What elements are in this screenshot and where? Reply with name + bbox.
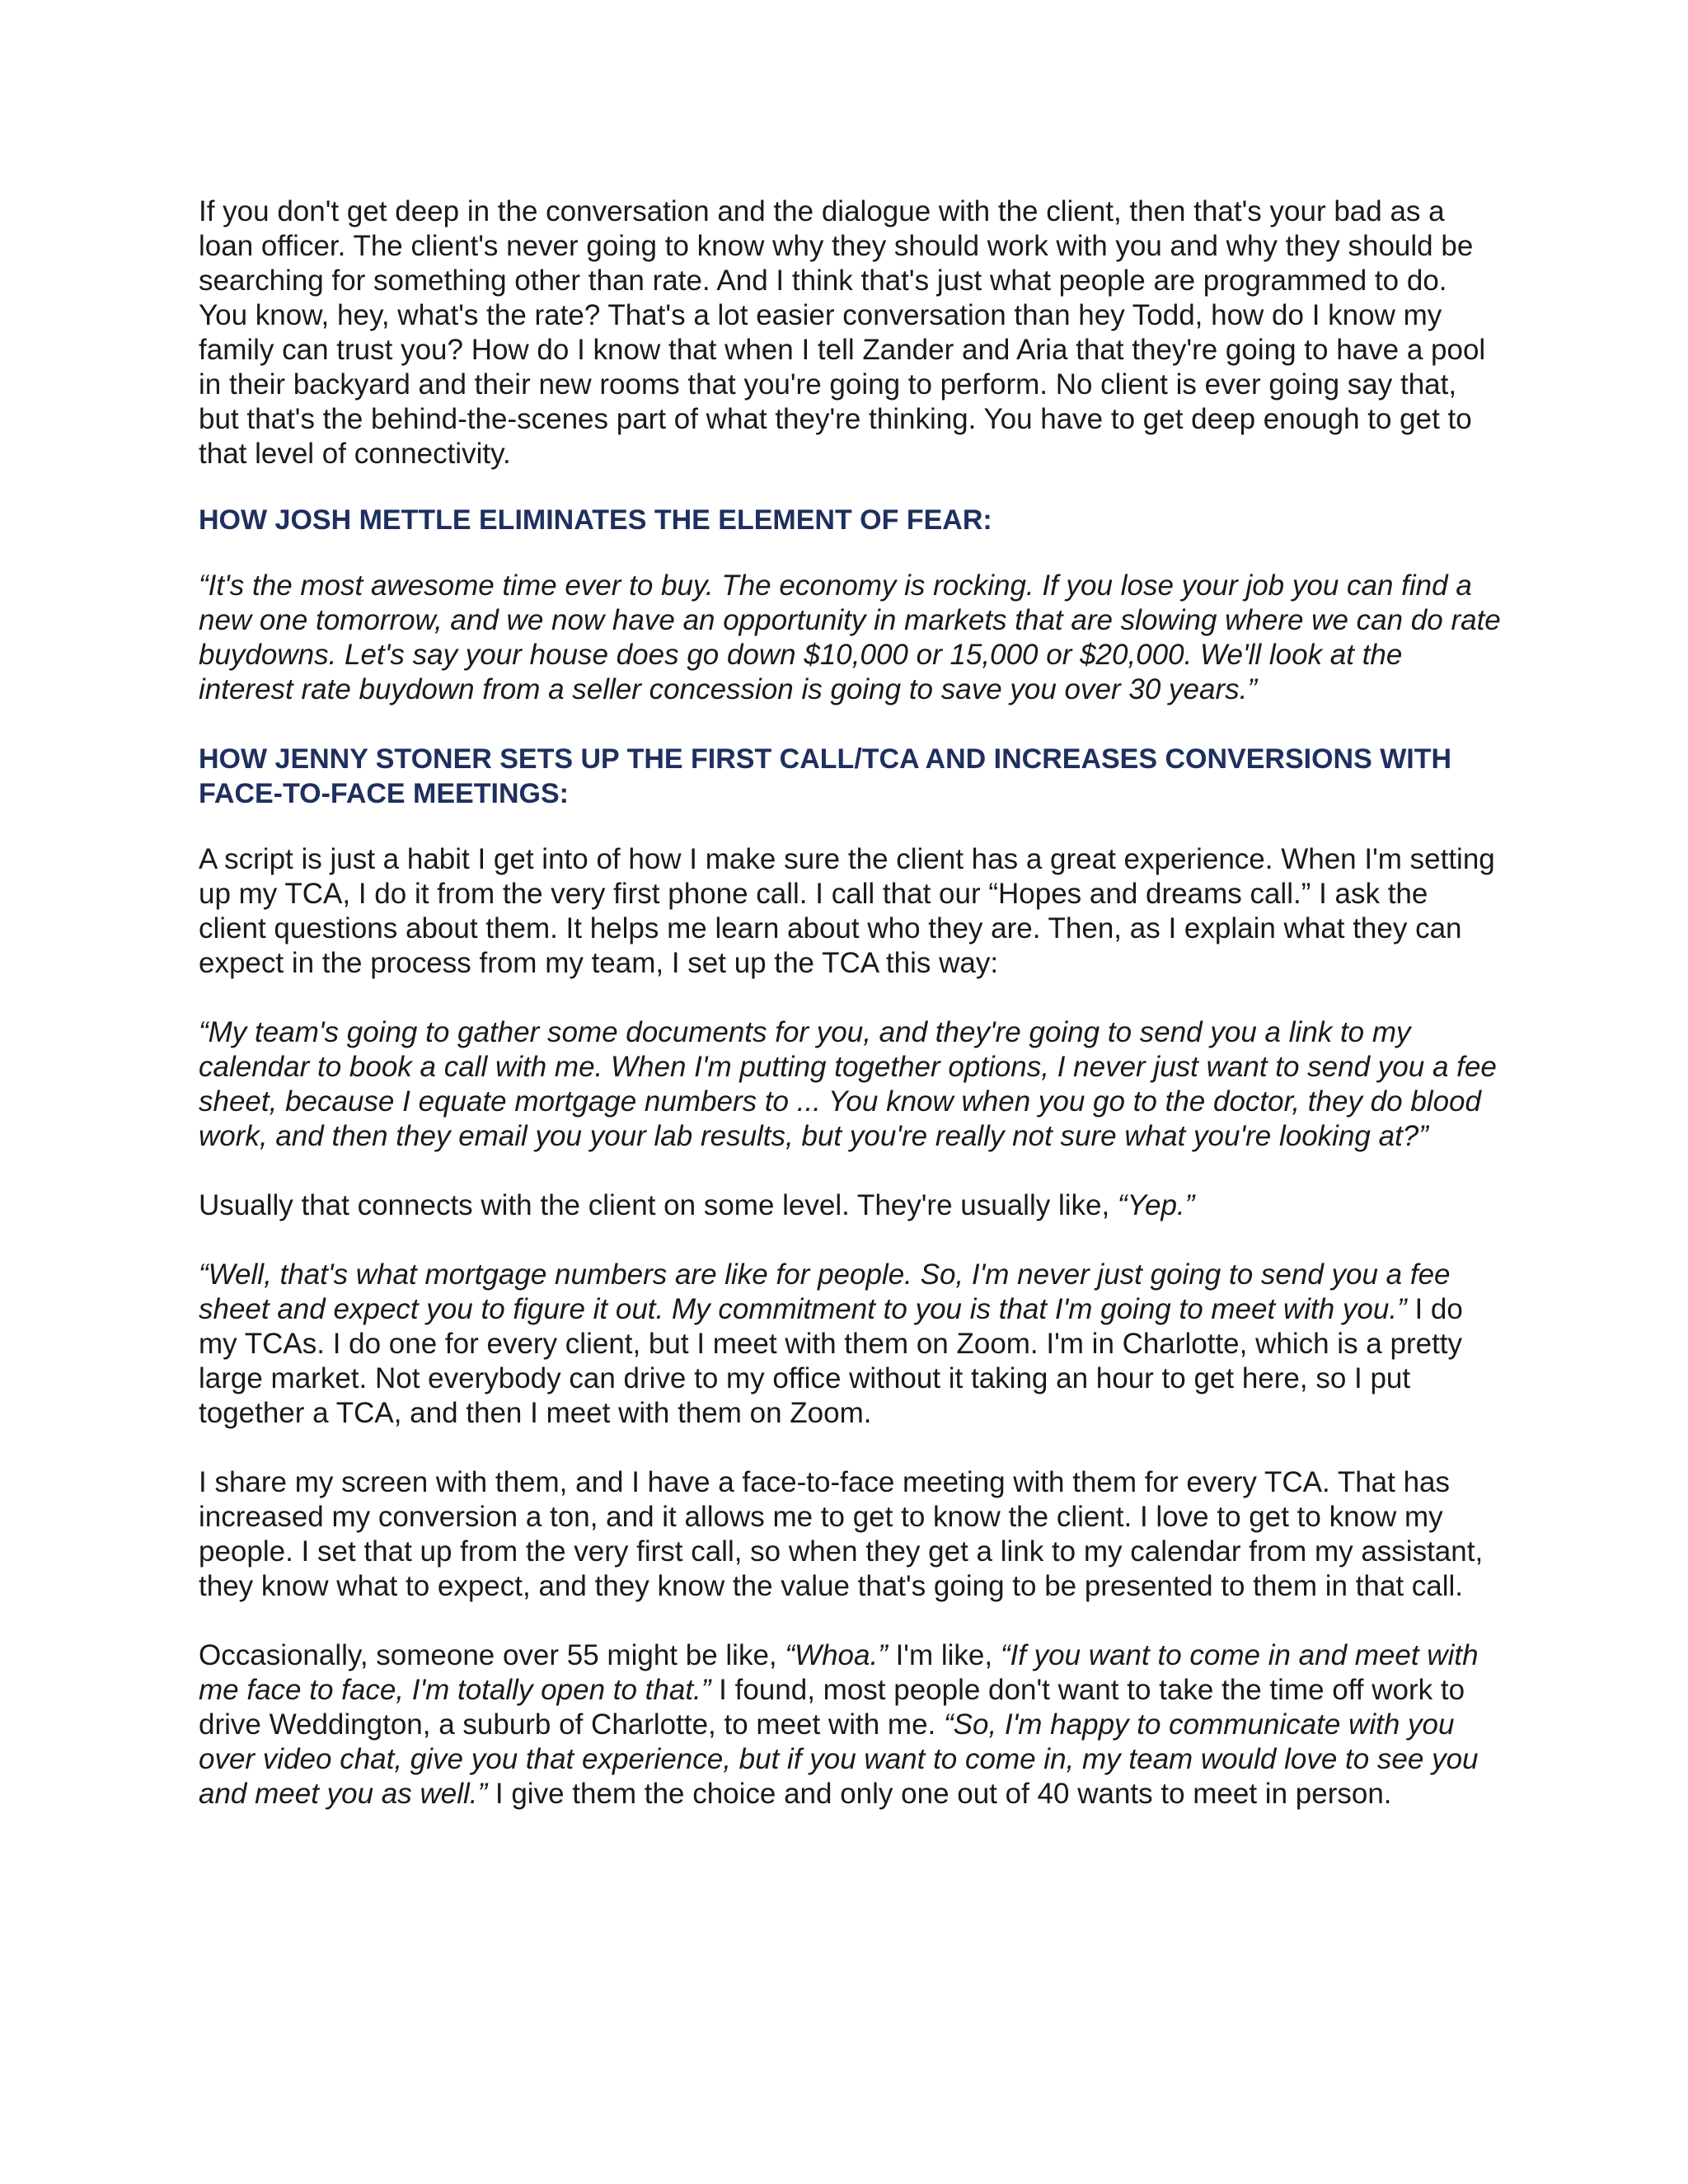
- document-body: [199, 194, 1501, 1846]
- choice-text: I give them the choice and only one out of 40 wants to meet in person.: [487, 1778, 1392, 1810]
- whoa-quote: “Whoa.”: [785, 1639, 888, 1671]
- script-habit-paragraph: A script is just a habit I get into of how I make sure the client has a great experience. When I'm setting up my TCA, I do it from the very first phone call. I call that our “Hopes and dreams call.” I ask the client questions about them. It helps me learn about who they are. Then, as I explain what they can expect in the process from my team, I set up the TCA this way:: [199, 843, 1495, 979]
- occasionally-text: Occasionally, someone over 55 might be like,: [199, 1639, 785, 1671]
- josh-mettle-heading: HOW JOSH METTLE ELIMINATES THE ELEMENT OF FEAR:: [199, 504, 992, 536]
- intro-paragraph: If you don't get deep in the conversation and the dialogue with the client, then that's your bad as a loan officer. The client's never going to know why they should work with you and why they should be searching for something other than rate. And I think that's just what people are programmed to do. You know, hey, what's the rate? That's a lot easier conversation than hey Todd, how do I know my family can trust you? How do I know that when I tell Zander and Aria that they're going to have a pool in their backyard and their new rooms that you're going to perform. No client is ever going say that, but that's the behind-the-scenes part of what they're thinking. You have to get deep enough to get to that level of connectivity.: [199, 195, 1486, 470]
- tca-zoom-text: I do my TCAs. I do one for every client, but I meet with them on Zoom. I'm in Charlotte, which is a pretty large market. Not everybody can drive to my office without it taking an hour to get here, so I put together a TCA, and then I meet with them on Zoom.: [199, 1293, 1463, 1429]
- josh-mettle-quote: “It's the most awesome time ever to buy. The economy is rocking. If you lose your job you can find a new one tomorrow, and we now have an opportunity in markets that are slowing where we can do rate buydowns. Let's say your house does go down $10,000 or 15,000 or $20,000. We'll look at the interest rate buydown from a seller concession is going to save you over 30 years.”: [199, 569, 1501, 705]
- im-like-text: I'm like,: [887, 1639, 1001, 1671]
- occasionally-paragraph: [199, 1638, 1501, 1811]
- team-documents-quote: “My team's going to gather some documents for you, and they're going to send you a link to my calendar to book a call with me. When I'm putting together options, I never just want to send you a fee sheet, because I equate mortgage numbers to ... You know when you go to the doctor, they do blood work, and then they email you your lab results, but you're really not sure what you're looking at?”: [199, 1016, 1497, 1152]
- weddington-text: I found, most people don't want to take the time off work to drive Weddington, a suburb of Charlotte, to meet with me.: [199, 1674, 1465, 1741]
- jenny-stoner-heading: HOW JENNY STONER SETS UP THE FIRST CALL/TCA AND INCREASES CONVERSIONS WITH FACE-TO-FACE MEETINGS:: [199, 743, 1452, 809]
- share-screen-paragraph: I share my screen with them, and I have a face-to-face meeting with them for every TCA. That has increased my conversion a ton, and it allows me to get to know the client. I love to get to know my people. I set that up from the very first call, so when they get a link to my calendar from my assistant, they know what to expect, and they know the value that's going to be presented to them in that call.: [199, 1466, 1484, 1602]
- connects-text: Usually that connects with the client on some level. They're usually like,: [199, 1189, 1118, 1221]
- mortgage-numbers-paragraph: [199, 1258, 1501, 1431]
- face-to-face-quote: “If you want to come in and meet with me face to face, I'm totally open to that.”: [199, 1639, 1479, 1706]
- video-chat-quote: “So, I'm happy to communicate with you over video chat, give you that experience, but if you want to come in, my team would love to see you and meet you as well.”: [199, 1708, 1479, 1810]
- connects-paragraph: [199, 1188, 1501, 1223]
- yep-quote: “Yep.”: [1117, 1189, 1195, 1221]
- mortgage-numbers-quote: “Well, that's what mortgage numbers are like for people. So, I'm never just going to send you a fee sheet and expect you to figure it out. My commitment to you is that I'm going to meet with you.”: [199, 1258, 1451, 1325]
